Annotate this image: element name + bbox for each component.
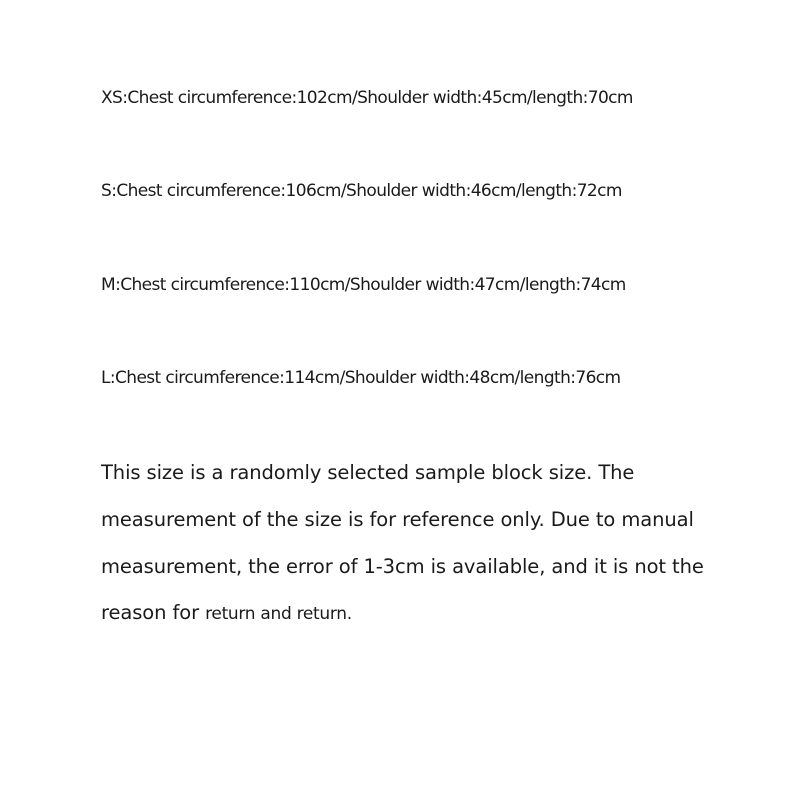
size-xs-line: XS:Chest circumference:102cm/Shoulder width:45cm/length:70cm — [101, 88, 633, 108]
size-l-line: L:Chest circumference:114cm/Shoulder width:48cm/length:76cm — [101, 368, 621, 388]
note-line-4-end: return and return. — [205, 604, 352, 624]
note-line-1: This size is a randomly selected sample block size. The — [101, 461, 635, 484]
note-line-2: measurement of the size is for reference only. Due to manual — [101, 508, 694, 531]
note-line-4-start: reason for — [101, 601, 206, 624]
size-s-line: S:Chest circumference:106cm/Shoulder width:46cm/length:72cm — [101, 181, 622, 201]
size-m-line: M:Chest circumference:110cm/Shoulder width:47cm/length:74cm — [101, 275, 626, 295]
note-line-3: measurement, the error of 1-3cm is available, and it is not the — [101, 555, 704, 578]
note-line-4 — [101, 601, 352, 626]
